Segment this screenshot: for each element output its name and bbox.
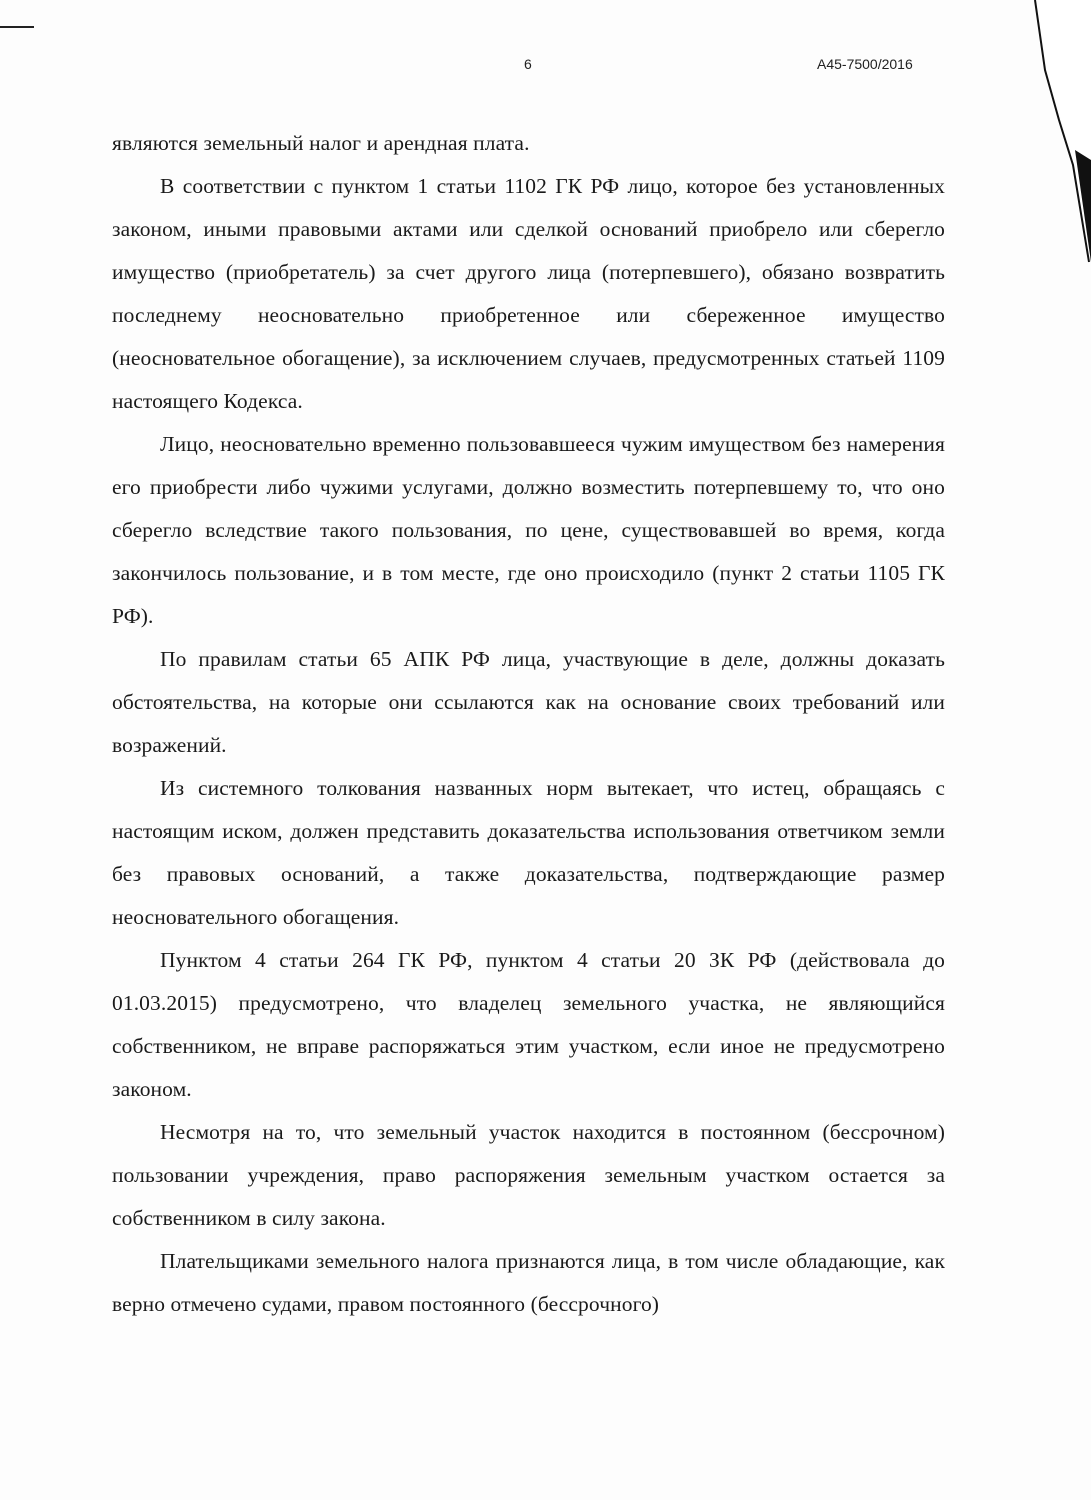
paragraph: Пунктом 4 статьи 264 ГК РФ, пунктом 4 статьи 20 ЗК РФ (действовала до 01.03.2015) предусмотрено, что владелец земельного участка, не являющийся собственником, не вправе распоряжаться этим участком, если иное не предусмотрено законом. <box>112 948 945 1101</box>
case-number: А45-7500/2016 <box>817 56 913 72</box>
scan-edge-shadow <box>1001 0 1091 270</box>
paragraph: Несмотря на то, что земельный участок находится в постоянном (бессрочном) пользовании учреждения, право распоряжения земельным участком остается за собственником в силу закона. <box>112 1120 945 1230</box>
paragraph: Лицо, неосновательно временно пользовавшееся чужим имуществом без намерения его приобрести либо чужими услугами, должно возместить потерпевшему то, что оно сберегло вследствие такого пользования, по цене, существовавшей во время, когда закончилось пользование, и в том месте, где оно происходило (пункт 2 статьи 1105 ГК РФ). <box>112 432 945 628</box>
paragraph: По правилам статьи 65 АПК РФ лица, участвующие в деле, должны доказать обстоятельства, на которые они ссылаются как на основание своих требований или возражений. <box>112 647 945 757</box>
paragraph: В соответствии с пунктом 1 статьи 1102 ГК РФ лицо, которое без установленных законом, иными правовыми актами или сделкой оснований приобрело или сберегло имущество (приобретатель) за счет другого лица (потерпевшего), обязано возвратить последнему неосновательно приобретенное или сбереженное имущество (неосновательное обогащение), за исключением случаев, предусмотренных статьей 1109 настоящего Кодекса. <box>112 174 945 413</box>
document-body <box>112 122 945 1326</box>
scan-mark <box>0 26 34 28</box>
page-header <box>0 56 1091 76</box>
paragraph: Из системного толкования названных норм вытекает, что истец, обращаясь с настоящим иском, должен представить доказательства использования ответчиком земли без правовых оснований, а также доказательства, подтверждающие размер неосновательного обогащения. <box>112 776 945 929</box>
page-number: 6 <box>524 56 532 72</box>
paragraph-continuation: являются земельный налог и арендная плата. <box>112 131 530 155</box>
paragraph: Плательщиками земельного налога признаются лица, в том числе обладающие, как верно отмечено судами, правом постоянного (бессрочного) <box>112 1249 945 1316</box>
